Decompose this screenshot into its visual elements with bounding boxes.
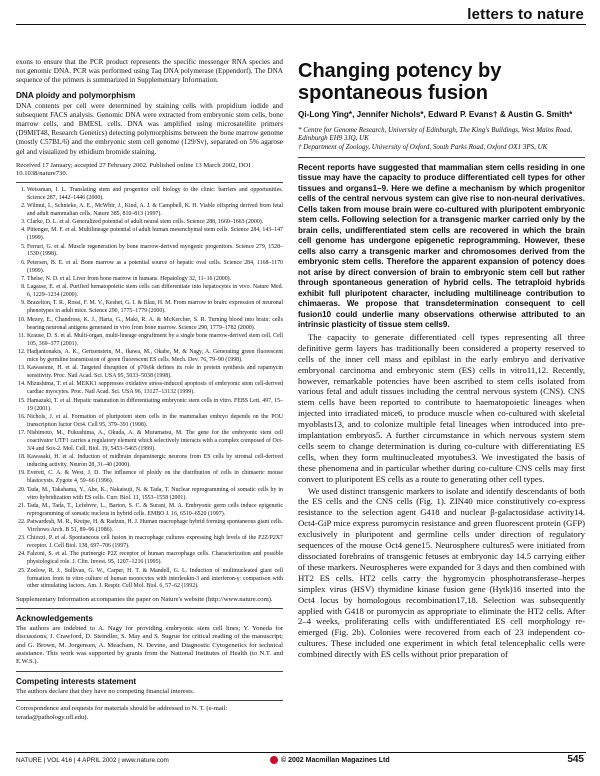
reference-item: 3. Clarke, D. L. et al. Generalized potential of adult neural stem cells. Science 288, 1660–1663 (2000). bbox=[27, 219, 283, 227]
copyright-line bbox=[270, 756, 390, 764]
reference-item: 19. Everett, C. A. & West, J. D. The influence of ploidy on the distribution of cells in chimaeric mouse blastocysts. Zygote 4, 59–66 (1996). bbox=[27, 470, 283, 486]
author-list: Qi-Long Ying*, Jennifer Nichols*, Edward P. Evans† & Austin G. Smith* bbox=[298, 110, 573, 119]
reference-item: 22. Patwardesh, M. R., Kreipe, H. & Radzun, H. J. Human macrophage hybrid forming spontaneous giant cells. Virchows Arch. B 51, 89–96 (1986). bbox=[27, 519, 283, 535]
reference-item: 10. Mezey, E., Chandross, K. J., Harta, G., Maki, R. A. & McKercher, S. R. Turning blood into brain: cells bearing neuronal antigens generated in vivo from bone marrow. Science 290, 1779–1782 (2000). bbox=[27, 317, 283, 333]
received-dates: Received 17 January; accepted 27 February 2002. Published online 13 March 2002, DOI 10.1038/nature730. bbox=[16, 162, 283, 183]
right-column bbox=[298, 58, 585, 748]
reference-item: 18. Kawasaki, H. et al. Induction of midbrain dopaminergic neurons from ES cells by stromal cell-derived inducing activity. Neuron 28, 31–40 (2000). bbox=[27, 454, 283, 470]
copyright-text: © 2002 Macmillan Magazines Ltd bbox=[281, 756, 390, 764]
reference-item: 8. Lagasse, E. et al. Purified hematopoietic stem cells can differentiate into hepatocytes in vivo. Nature Med. 6, 1229–1234 (2000). bbox=[27, 284, 283, 300]
reference-item: 13. Kawasome, H. et al. Targeted disruption of p70s6k defines its role in protein synthesis and rapamycin sensitivity. Proc. Natl Acad. Sci. USA 95, 5033–5038 (1998). bbox=[27, 365, 283, 381]
article-title: Changing potency by spontaneous fusion bbox=[298, 60, 502, 104]
reference-item: 2. Wilmut, I., Schnieke, A. E., McWhir, J., Kind, A. J. & Campbell, K. H. Viable offspring derived from fetal and adult mammalian cells. Nature 385, 810–813 (1997). bbox=[27, 203, 283, 219]
section-label: letters to nature bbox=[467, 6, 584, 23]
header-rule bbox=[16, 24, 586, 25]
publisher-logo-icon bbox=[270, 756, 278, 764]
reference-item: 6. Petersen, B. E. et al. Bone marrow as a potential source of hepatic oval cells. Science 284, 1168–1170 (1999). bbox=[27, 260, 283, 276]
reference-list bbox=[16, 187, 283, 592]
ploidy-text: DNA contents per cell were determined by staining cells with propidium iodide and subsequent FACS analysis. Genomic DNA were extracted from embryonic stem cells, bone marrow cells, and BMESL cells. DNA was amplified using microsatellite primers (D9MIT48, Research Genetics) detecting polymorphisms between the bone marrow genome (mostly C57BL/6) and the embryonic stem cell genome (129/Sv), separated on 5% agarose gel and visualized by ethidium bromide staining. bbox=[16, 101, 283, 156]
reference-item: 14. Mizushima, T. et al. MEKK1 suppresses oxidative stress-induced apoptosis of embryonic stem cell-derived cardiac myocytes. Proc. Natl Acad. Sci. USA 96, 13127–13132 (1999). bbox=[27, 381, 283, 397]
affiliation-2: † Department of Zoology, University of Oxford, South Parks Road, Oxford OX1 3PS, UK bbox=[298, 143, 548, 152]
body-paragraph-1: The capacity to generate differentiated cell types representing all three definitive germ layers has traditionally been considered a property reserved to cells of the inner cell mass and epiblast in the early embryo and derivative embryonal carcinoma and embryonic stem (ES) cells in vitro11,12. Recently, however, remarkable potencies have been ascribed to stem cells isolated from various fetal and adult tissues including the central nervous system (CNS). CNS stem cells have been reported to contribute to haematopoietic lineages when injected into irradiated mice6, to produce muscle when co-cultured with skeletal myoblasts13, and to colonize multiple fetal lineages when introduced into pre-implantation embryos5. A further circumstance in which nervous system stem cells seem to change determination is during co-culture with differentiating ES cells, when they form multinucleated myotubes3. We investigated the basis of these phenomena and in particular whether during co-culture CNS cells may first convert to pluripotent ES cells as a route to generating other cell types. bbox=[298, 331, 585, 484]
affiliations bbox=[298, 126, 585, 158]
reference-item: 1. Weissman, I. L. Translating stem and progenitor cell biology to the clinic: barriers and opportunities. Science 287, 1442–1446 (2000). bbox=[27, 187, 283, 203]
reference-item: 17. Nishimoto, M., Fukushima, A., Okuda, A. & Muramatsu, M. The gene for the embryonic stem cell coactivator UTF1 carries a regulatory element which selectively interacts with a complex composed of Oct-3/4 and Sox-2. Mol. Cell. Biol. 19, 5453–5465 (1999). bbox=[27, 430, 283, 454]
reference-item: 12. Hadjantonakis, A. K., Gertsenstein, M., Ikawa, M., Okabe, M. & Nagy, A. Generating green fluorescent mice by germline transmission of green fluorescent ES cells. Mech. Dev. 76, 79–90 (1998). bbox=[27, 349, 283, 365]
reference-item: 20. Tada, M., Takahama, Y., Abe, K., Nakatsuji, N. & Tada, T. Nuclear reprogramming of somatic cells by in vitro hybridization with ES cells. Curr. Biol. 11, 1553–1558 (2001). bbox=[27, 487, 283, 503]
reference-item: 11. Krause, D. S. et al. Multi-organ, multi-lineage engraftment by a single bone marrow-derived stem cell. Cell 105, 369–377 (2001). bbox=[27, 333, 283, 349]
ploidy-heading: DNA ploidy and polymorphism bbox=[16, 90, 136, 100]
reference-item: 21. Tada, M., Tada, T., Lefebvre, L., Barton, S. C. & Surani, M. A. Embryonic germ cells induce epigenetic reprogramming of somatic nucleus in hybrid cells. EMBO J. 16, 6510–6520 (1997). bbox=[27, 503, 283, 519]
left-column bbox=[16, 58, 283, 748]
acknowledgements-text: The authors are indebted to A. Nagy for providing embryonic stem cell lines; Y. Yoneda for discussions; J. Crawford, D. Steindler, S. May and S. Sugrue for critical reading of the manuscript; and G. Brown, M. Jorgensen, A. Meacham, N. Devine, and Diagnostic Cytogenetics for technical assistance. This work was supported by grants from the National Institutes of Health (to N.T. and E.W.S.). bbox=[16, 625, 283, 672]
body-paragraph-2: We used distinct transgenic markers to isolate and identify descendants of both the ES cells and the CNS cells (Fig. 1). ZIN40 mice constitutively co-express resistance to the selection agent G418 and nuclear β-galactosidase activity14. Oct4-GiP mice express puromycin resistance and green fluorescent protein (GFP) exclusively in pluripotent and germline cells under direction of regulatory sequences of the mouse Oct4 gene15. Neurosphere cultures5 were initiated from dissociated forebrains of transgenic fetuses at embryonic day 14.5 carrying either of these markers. Neurospheres were expanded for 3 days and then combined with HT2 ES cells. HT2 cells carry the hygromycin phosphotransferase–herpes simplex virus (HSV) thymidine kinase fusion gene (Hytk)16 inserted into the Oct4 locus by homologous recombination17,18. Selection was subsequently applied with G418 or puromycin as appropriate to eliminate the HT2 cells. After 2–4 weeks, proliferating cells with undifferentiated ES cell morphology re-emerged (Fig. 2b). Colonies were recovered from each of 23 independent co-cultures. These included one experiment in which fetal telencephalic cells were combined directly with ES cells without prior preparation of bbox=[298, 485, 585, 660]
reference-item: 4. Pittenger, M. F. et al. Multilineage potential of adult human mesenchymal stem cells. Science 284, 143–147 (1999). bbox=[27, 227, 283, 243]
journal-citation: NATURE | VOL 416 | 4 APRIL 2002 | www.nature.com bbox=[16, 757, 169, 764]
affiliation-1: * Centre for Genome Research, University of Edinburgh, The King's Buildings, West Mains Road, Edinburgh EH9 3JQ, UK bbox=[298, 125, 573, 143]
reference-item: 5. Ferrari, G. et al. Muscle regeneration by bone marrow-derived myogenic progenitors. Science 279, 1528–1530 (1998). bbox=[27, 244, 283, 260]
correspondence: Correspondence and requests for materials should be addressed to N. T. (e-mail: terada@pathology.ufl.edu). bbox=[16, 705, 228, 721]
reference-item: 9. Brazelton, T. R., Rossi, F. M. V., Keshet, G. I. & Blau, H. M. From marrow to brain: expression of neuronal phenotypes in adult mice. Science 290, 1775–1779 (2000). bbox=[27, 300, 283, 316]
reference-item: 15. Hamazaki, T. et al. Hepatic maturation in differentiating embryonic stem cells in vitro. FEBS Lett. 497, 15–19 (2001). bbox=[27, 398, 283, 414]
supplementary-info: Supplementary Information accompanies the paper on Nature's website (http://www.nature.com). bbox=[16, 596, 283, 608]
reference-item: 24. Falzoni, S. et al. The purinergic P2Z receptor of human macrophage cells. Characterization and possible physiological role. J. Clin. Invest. 95, 1207–1216 (1995). bbox=[27, 551, 283, 567]
reference-item: 23. Chiozzi, P. et al. Spontaneous cell fusion in macrophage cultures expressing high levels of the P2Z/P2X7 receptor. J. Cell Biol. 138, 697–706 (1997). bbox=[27, 535, 283, 551]
competing-interests-text: The authors declare that they have no competing financial interests. bbox=[16, 688, 283, 701]
abstract: Recent reports have suggested that mammalian stem cells residing in one tissue may have the capacity to produce differentiated cell types for other tissues and organs1–9. Here we define a mechanism by which progenitor cells of the central nervous system can give rise to non-neural derivatives. Cells taken from mouse brain were co-cultured with pluripotent embryonic stem cells. Following selection for a transgenic marker carried only by the brain cells, undifferentiated stem cells are recovered in which the brain cell genome has undergone epigenetic reprogramming. However, these cells also carry a transgenic marker and chromosomes derived from the embryonic stem cells. Therefore the apparent expansion of potency does not arise by direct conversion of brain to embryonic stem cell but rather through spontaneous generation of hybrid cells. The tetraploid hybrids exhibit full pluripotent character, including multilineage contribution to chimaeras. We propose that transdetermination consequent to cell fusion10 could underlie many observations otherwise attributed to an intrinsic plasticity of tissue stem cells9. bbox=[298, 162, 585, 330]
reference-item: 7. Theise, N. D. et al. Liver from bone marrow in humans. Hepatology 32, 11–16 (2000). bbox=[27, 276, 283, 284]
competing-interests-heading: Competing interests statement bbox=[16, 676, 137, 686]
acknowledgements-heading: Acknowledgements bbox=[16, 613, 93, 623]
page-number: 545 bbox=[567, 754, 584, 765]
reference-item: 16. Nichols, J. et al. Formation of pluripotent stem cells in the mammalian embryo depends on the POU transcription factor Oct4. Cell 95, 379–391 (1998). bbox=[27, 414, 283, 430]
footer-rule bbox=[16, 752, 586, 753]
methods-intro: exons to ensure that the PCR product represents the specific messenger RNA species and not genomic DNA. PCR was performed using Taq DNA polymerase (Eppendorf). The DNA sequence of the primers is summarized in Supplementary Information. bbox=[16, 58, 283, 85]
reference-item: 25. Zoelow, R. J., Sullivan, G. W., Carper, H. T. & Mandell, G. L. Induction of multinucleated giant cell formation from in vitro culture of human monocytes with interleukin-3 and interferon-γ: comparison with other stimulating factors. Am. J. Respir. Cell Mol. Biol. 6, 57–62 (1992). bbox=[27, 568, 283, 592]
